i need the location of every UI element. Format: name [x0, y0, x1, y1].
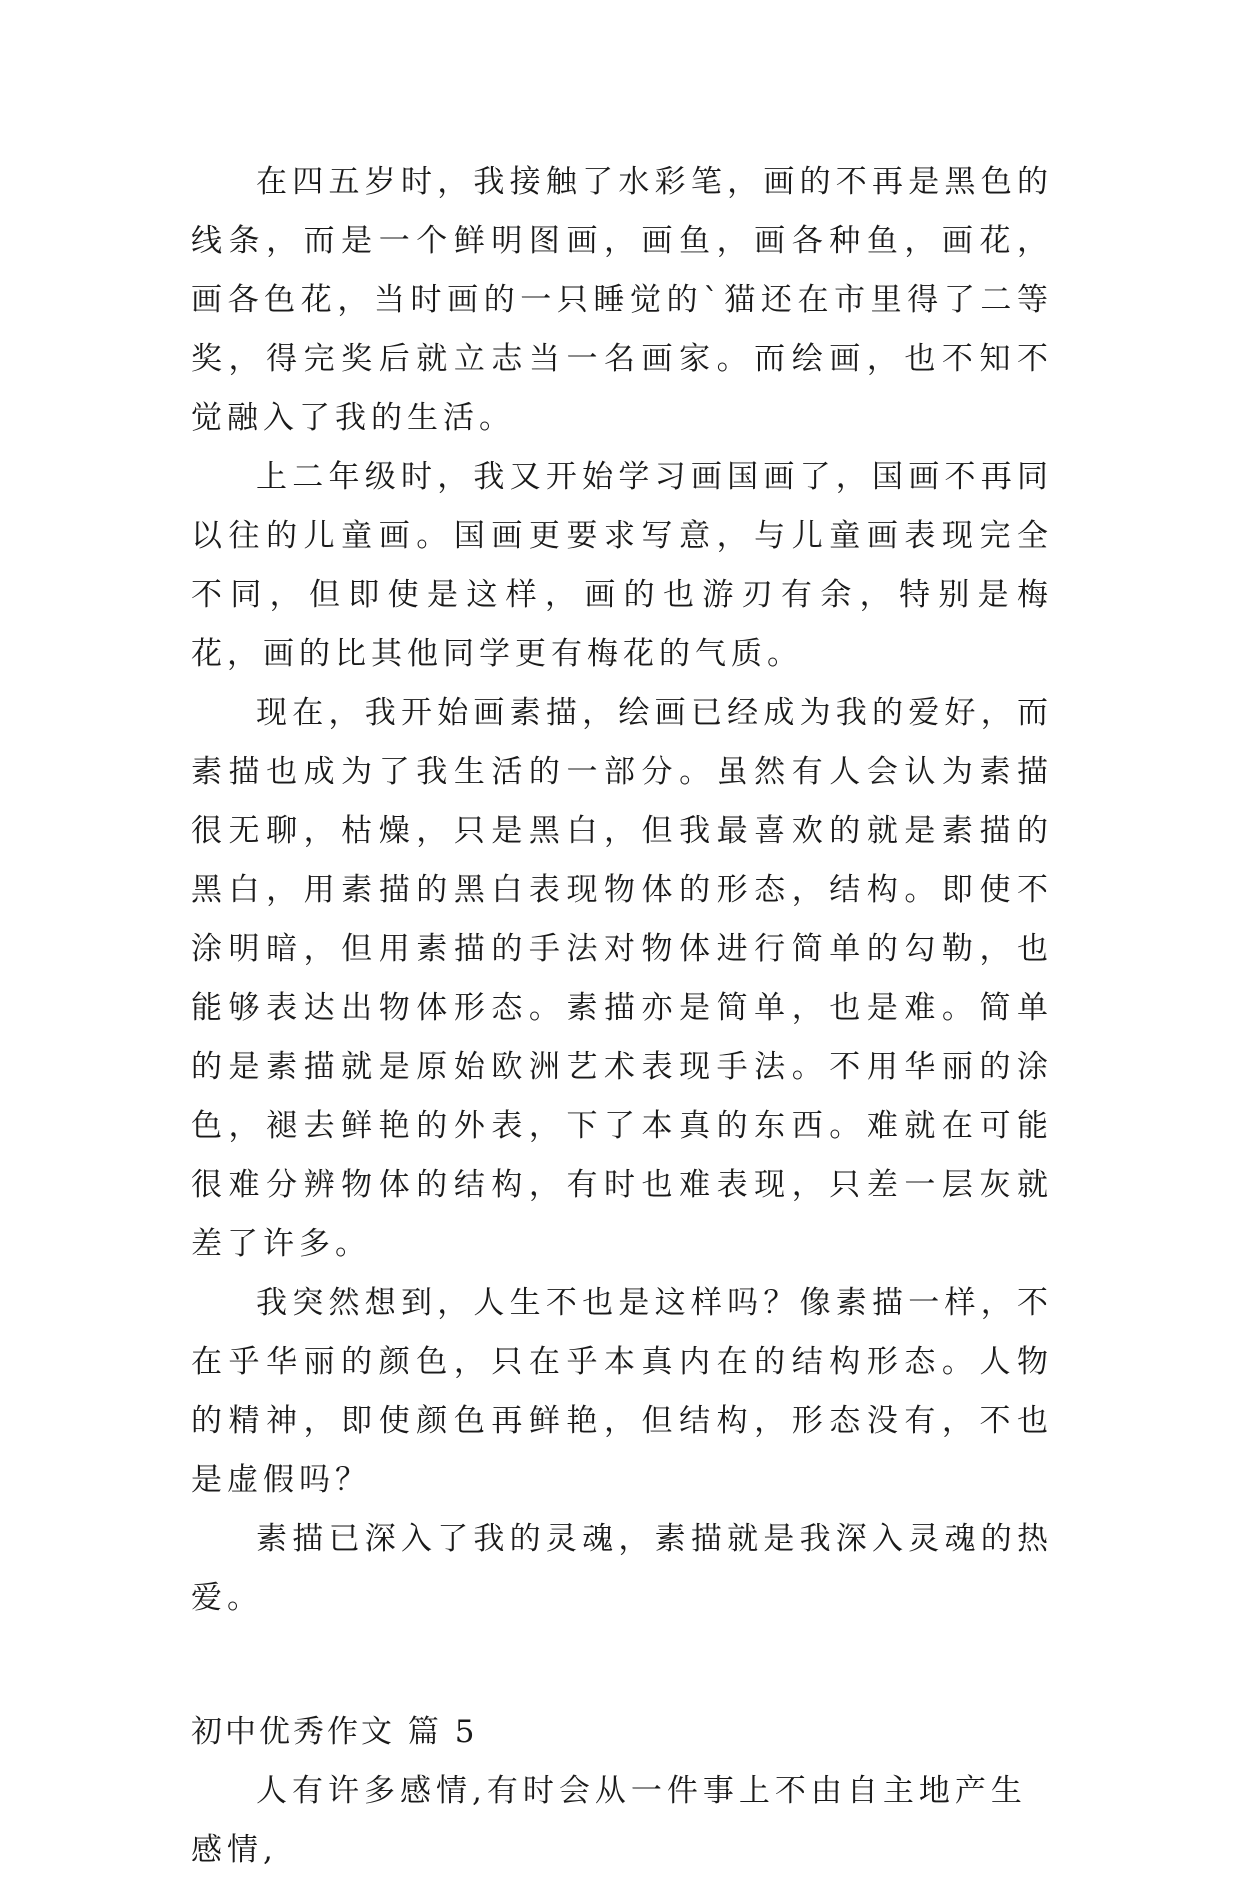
paragraph-chinese-painting: 上二年级时，我又开始学习画国画了，国画不再同以往的儿童画。国画更要求写意，与儿童画表现完全不同，但即使是这样，画的也游刃有余，特别是梅花，画的比其他同学更有梅花的气质。 [191, 459, 1053, 672]
paragraph-reflection: 我突然想到，人生不也是这样吗？像素描一样，不在乎华丽的颜色，只在乎本真内在的结构形态。人物的精神，即使颜色再鲜艳，但结构，形态没有，不也是虚假吗？ [191, 1285, 1053, 1498]
paragraph-watercolor: 在四五岁时，我接触了水彩笔，画的不再是黑色的线条，而是一个鲜明图画，画鱼，画各种鱼，画花，画各色花，当时画的一只睡觉的`猫还在市里得了二等奖，得完奖后就立志当一名画家。而绘画，也不知不觉融入了我的生活。 [191, 164, 1053, 436]
paragraph-sketching: 现在，我开始画素描，绘画已经成为我的爱好，而素描也成为了我生活的一部分。虽然有人会认为素描很无聊，枯燥，只是黑白，但我最喜欢的就是素描的黑白，用素描的黑白表现物体的形态，结构。即使不涂明暗，但用素描的手法对物体进行简单的勾勒，也能够表达出物体形态。素描亦是简单，也是难。简单的是素描就是原始欧洲艺术表现手法。不用华丽的涂色，褪去鲜艳的外表，下了本真的东西。难就在可能很难分辨物体的结构，有时也难表现，只差一层灰就差了许多。 [191, 695, 1053, 1262]
paragraph-conclusion: 素描已深入了我的灵魂，素描就是我深入灵魂的热爱。 [191, 1521, 1053, 1616]
essay-text [191, 153, 1053, 1880]
section-heading: 初中优秀作文 篇 5 [191, 1714, 478, 1750]
paragraph-section-5-start: 人有许多感情,有时会从一件事上不由自主地产生感情, [191, 1773, 1027, 1868]
